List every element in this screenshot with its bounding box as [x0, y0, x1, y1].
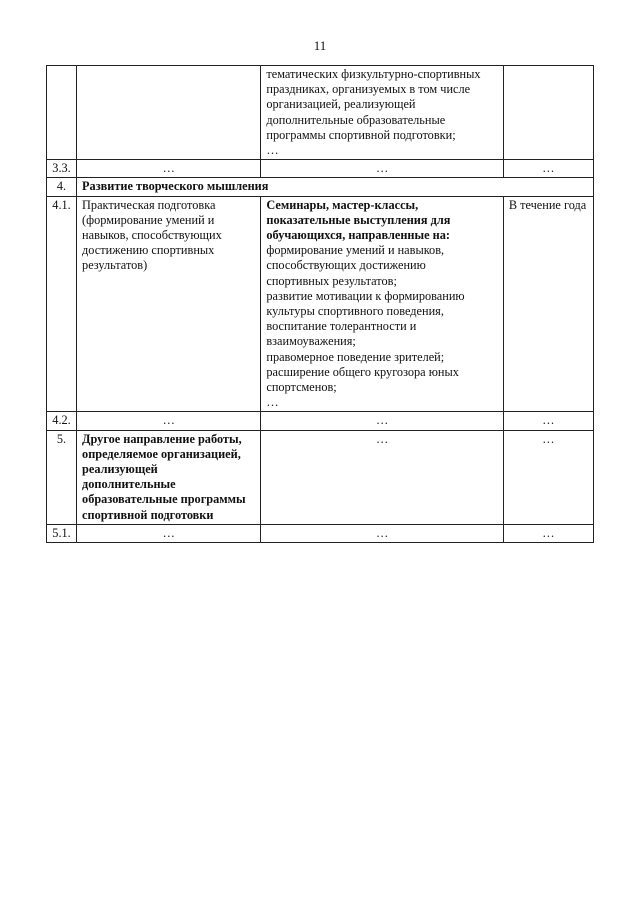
cell-activities: … — [261, 160, 503, 178]
cell-activities — [261, 66, 503, 160]
text-line: организацией, реализующей — [266, 97, 416, 112]
text-line: … — [266, 395, 279, 410]
row-number: 4.1. — [47, 196, 77, 412]
text-line: дополнительные образовательные — [266, 112, 446, 127]
text-line: результатов) — [82, 258, 148, 273]
cell-timing: … — [503, 160, 593, 178]
cell-timing: … — [503, 524, 593, 542]
text-line: спортивных результатов; — [266, 273, 397, 288]
row-number: 4.2. — [47, 412, 77, 430]
cell-timing: … — [503, 412, 593, 430]
section-title: Развитие творческого мышления — [77, 178, 594, 196]
text-line: развитие мотивации к формированию — [266, 288, 465, 303]
text-line: правомерное поведение зрителей; — [266, 349, 445, 364]
table-row-5 — [47, 430, 594, 524]
cell-activities: … — [261, 430, 503, 524]
table-row-4-2 — [47, 412, 594, 430]
text-line: формирование умений и навыков, — [266, 243, 445, 258]
row-number: 5.1. — [47, 524, 77, 542]
cell-activities — [261, 196, 503, 412]
text-line: реализующей — [82, 462, 158, 477]
cell-activities: … — [261, 524, 503, 542]
text-line: Практическая подготовка — [82, 197, 216, 212]
text-line: дополнительные — [82, 477, 176, 492]
text-line: праздниках, организуемых в том числе — [266, 82, 471, 97]
text-line: программы спортивной подготовки; — [266, 127, 456, 142]
cell-direction: … — [77, 412, 261, 430]
row-number: 3.3. — [47, 160, 77, 178]
table-row-continuation — [47, 66, 594, 160]
cell-timing: В течение года — [503, 196, 593, 412]
text-line: расширение общего кругозора юных — [266, 364, 459, 379]
text-line: … — [266, 143, 279, 158]
row-number: 5. — [47, 430, 77, 524]
cell-direction: … — [77, 160, 261, 178]
cell-direction — [77, 430, 261, 524]
text-line: достижению спортивных — [82, 243, 215, 258]
text-line: способствующих достижению — [266, 258, 426, 273]
text-line: Другое направление работы, — [82, 431, 242, 446]
table-row-5-1 — [47, 524, 594, 542]
text-line: образовательные программы — [82, 492, 246, 507]
activities-table — [46, 65, 594, 543]
table-row-4-section — [47, 178, 594, 196]
text-line: определяемое организацией, — [82, 446, 241, 461]
cell-direction — [77, 196, 261, 412]
cell-timing — [503, 66, 593, 160]
text-line: спортивной подготовки — [82, 507, 214, 522]
text-line: культуры спортивного поведения, — [266, 304, 444, 319]
cell-direction — [77, 66, 261, 160]
text-line: взаимоуважения; — [266, 334, 356, 349]
cell-direction: … — [77, 524, 261, 542]
activities-heading-line: обучающихся, направленные на: — [266, 228, 450, 243]
row-number: 4. — [47, 178, 77, 196]
text-line: (формирование умений и — [82, 212, 215, 227]
cell-activities: … — [261, 412, 503, 430]
text-line: навыков, способствующих — [82, 228, 222, 243]
cell-timing: … — [503, 430, 593, 524]
text-line: тематических физкультурно-спортивных — [266, 67, 481, 81]
text-line: воспитание толерантности и — [266, 319, 417, 334]
activities-heading-line: показательные выступления для — [266, 212, 451, 227]
activities-heading-line: Семинары, мастер-классы, — [266, 197, 419, 212]
cell-num — [47, 66, 77, 160]
text-line: спортсменов; — [266, 380, 337, 395]
table-row-4-1 — [47, 196, 594, 412]
table-row-3-3 — [47, 160, 594, 178]
page-number: 11 — [313, 38, 327, 53]
